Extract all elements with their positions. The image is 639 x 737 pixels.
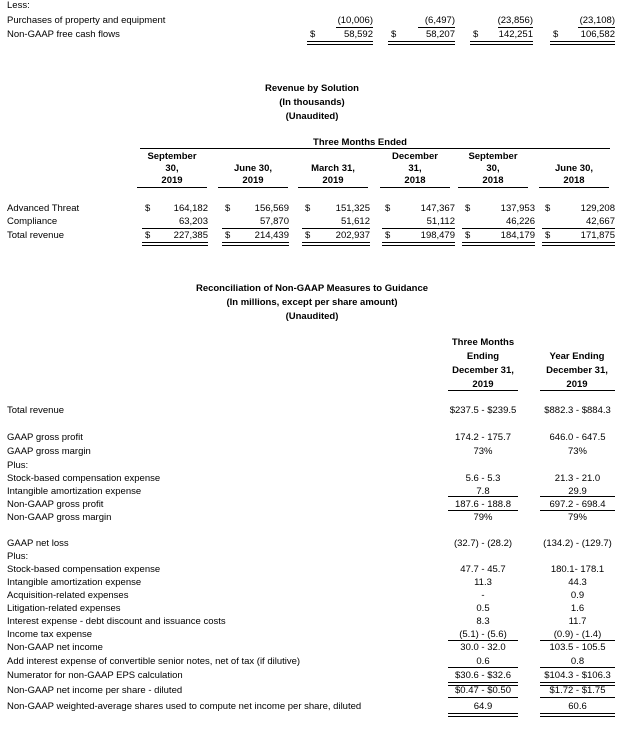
- revenue-value: 151,325: [335, 203, 370, 214]
- fcf-value: 58,207: [425, 29, 455, 40]
- guidance-value-year: 60.6: [568, 701, 587, 712]
- guidance-row-label: Add interest expense of convertible senior notes, net of tax (if dilutive): [7, 656, 301, 667]
- fcf-underline: [578, 27, 615, 28]
- total-underline: [302, 242, 370, 246]
- guidance-row-label: Non-GAAP net income: [7, 642, 103, 653]
- period-header-rule: [140, 148, 610, 149]
- revenue-subtitle: (In thousands): [279, 97, 345, 108]
- total-underline: [382, 242, 455, 246]
- revenue-value: 156,569: [254, 203, 289, 214]
- revenue-value: 51,612: [340, 216, 370, 227]
- guidance-row-label: GAAP gross profit: [7, 432, 83, 443]
- guidance-underline: [540, 510, 615, 511]
- dollar-sign: $: [225, 230, 231, 241]
- guidance-row-label: Plus:: [7, 551, 29, 562]
- guidance-underline: [540, 640, 615, 641]
- period-header: Three Months Ended: [313, 137, 407, 148]
- fcf-value: (23,108): [579, 15, 615, 26]
- revenue-value: 137,953: [500, 203, 535, 214]
- guidance-value-year: 697.2 - 698.4: [549, 499, 606, 510]
- guidance-value-year: 44.3: [568, 577, 587, 588]
- subtotal-underline: [462, 228, 535, 229]
- revenue-value: 51,112: [426, 216, 455, 227]
- guidance-col1-header: 2019: [472, 379, 494, 390]
- guidance-value-quarter: $237.5 - $239.5: [449, 405, 517, 416]
- guidance-col1-header: Ending: [466, 351, 500, 362]
- guidance-row-label: Non-GAAP net income per share - diluted: [7, 685, 183, 696]
- guidance-col2-header: Year Ending: [549, 351, 605, 362]
- guidance-row-label: Non-GAAP gross profit: [7, 499, 104, 510]
- guidance-value-quarter: 47.7 - 45.7: [460, 564, 506, 575]
- column-header: 2019: [322, 175, 344, 186]
- revenue-value: 46,226: [505, 216, 535, 227]
- revenue-value: 202,937: [335, 230, 370, 241]
- guidance-underline: [540, 713, 615, 717]
- guidance-col2-header: December 31,: [546, 365, 608, 376]
- subtotal-underline: [142, 228, 208, 229]
- guidance-row-label: Numerator for non-GAAP EPS calculation: [7, 670, 183, 681]
- guidance-value-quarter: 30.0 - 32.0: [460, 642, 506, 653]
- guidance-header-underline: [540, 390, 615, 391]
- revenue-value: 227,385: [173, 230, 208, 241]
- guidance-value-year: 11.7: [568, 616, 587, 627]
- dollar-sign: $: [545, 230, 551, 241]
- guidance-value-quarter: 79%: [473, 512, 493, 523]
- fcf-row-label: Purchases of property and equipment: [7, 15, 166, 26]
- dollar-sign: $: [145, 230, 151, 241]
- dollar-sign: $: [553, 29, 559, 40]
- guidance-row-label: Non-GAAP gross margin: [7, 512, 112, 523]
- guidance-value-quarter: (32.7) - (28.2): [453, 538, 513, 549]
- guidance-value-year: 0.9: [570, 590, 585, 601]
- guidance-underline: [540, 667, 615, 668]
- guidance-row-label: GAAP net loss: [7, 538, 69, 549]
- fcf-total-underline: [550, 41, 615, 45]
- guidance-value-quarter: 187.6 - 188.8: [455, 499, 511, 510]
- column-header: 2019: [242, 175, 264, 186]
- revenue-value: 198,479: [420, 230, 455, 241]
- guidance-value-year: 103.5 - 105.5: [549, 642, 606, 653]
- guidance-value-year: 180.1- 178.1: [550, 564, 605, 575]
- guidance-row-label: Interest expense - debt discount and issuance costs: [7, 616, 226, 627]
- column-header: June 30,: [233, 163, 273, 174]
- fcf-total-underline: [470, 41, 533, 45]
- less-label: Less:: [7, 0, 30, 11]
- guidance-value-quarter: $0.47 - $0.50: [455, 685, 511, 696]
- column-header-underline: [298, 187, 368, 188]
- guidance-value-year: $104.3 - $106.3: [544, 670, 611, 681]
- column-header: 2018: [563, 175, 585, 186]
- dollar-sign: $: [385, 230, 391, 241]
- fcf-value: (10,006): [337, 15, 373, 26]
- revenue-value: 214,439: [254, 230, 289, 241]
- subtotal-underline: [542, 228, 615, 229]
- subtotal-underline: [222, 228, 289, 229]
- guidance-value-quarter: 73%: [473, 446, 493, 457]
- column-header: 31,: [408, 163, 422, 174]
- fcf-underline: [418, 27, 455, 28]
- revenue-row-label: Advanced Threat: [7, 203, 80, 214]
- guidance-underline: [448, 682, 518, 686]
- guidance-value-quarter: 5.6 - 5.3: [465, 473, 501, 484]
- dollar-sign: $: [473, 29, 479, 40]
- guidance-col1-header: Three Months: [451, 337, 515, 348]
- guidance-value-quarter: 8.3: [476, 616, 490, 627]
- guidance-value-year: 0.8: [570, 656, 585, 667]
- revenue-value: 63,203: [178, 216, 208, 227]
- guidance-value-year: $882.3 - $884.3: [544, 405, 611, 416]
- guidance-row-label: Litigation-related expenses: [7, 603, 121, 614]
- dollar-sign: $: [391, 29, 397, 40]
- guidance-row-label: Non-GAAP weighted-average shares used to compute net income per share, diluted: [7, 701, 362, 712]
- column-header: September: [147, 151, 197, 162]
- dollar-sign: $: [225, 203, 231, 214]
- guidance-value-year: $1.72 - $1.75: [549, 685, 606, 696]
- guidance-value-quarter: 0.6: [476, 656, 490, 667]
- dollar-sign: $: [305, 203, 311, 214]
- fcf-value: (6,497): [424, 15, 455, 26]
- revenue-row-label: Compliance: [7, 216, 58, 227]
- guidance-underline: [448, 510, 518, 511]
- guidance-title: Reconciliation of Non-GAAP Measures to Guidance: [195, 283, 429, 294]
- guidance-value-quarter: 174.2 - 175.7: [455, 432, 511, 443]
- guidance-row-label: Intangible amortization expense: [7, 486, 142, 497]
- guidance-row-label: Total revenue: [7, 405, 65, 416]
- revenue-value: 184,179: [500, 230, 535, 241]
- column-header: 30,: [165, 163, 179, 174]
- revenue-row-label: Total revenue: [7, 230, 65, 241]
- guidance-value-quarter: -: [481, 590, 485, 601]
- guidance-value-quarter: 7.8: [476, 486, 490, 497]
- dollar-sign: $: [305, 230, 311, 241]
- guidance-value-quarter: 0.5: [476, 603, 490, 614]
- total-underline: [222, 242, 289, 246]
- guidance-row-label: Acquisition-related expenses: [7, 590, 129, 601]
- column-header-underline: [539, 187, 609, 188]
- guidance-row-label: Income tax expense: [7, 629, 93, 640]
- guidance-value-year: (134.2) - (129.7): [543, 538, 612, 549]
- guidance-row-label: Intangible amortization expense: [7, 577, 142, 588]
- subtotal-underline: [382, 228, 455, 229]
- guidance-underline: [540, 682, 615, 686]
- revenue-note: (Unaudited): [285, 111, 339, 122]
- guidance-value-quarter: 64.9: [473, 701, 493, 712]
- fcf-underline: [498, 27, 533, 28]
- column-header: December: [392, 151, 438, 162]
- dollar-sign: $: [545, 203, 551, 214]
- fcf-value: 106,582: [580, 29, 615, 40]
- guidance-value-quarter: $30.6 - $32.6: [455, 670, 511, 681]
- column-header-underline: [380, 187, 450, 188]
- guidance-value-year: 1.6: [570, 603, 585, 614]
- guidance-underline: [448, 496, 518, 497]
- guidance-underline: [540, 697, 615, 698]
- revenue-value: 164,182: [173, 203, 208, 214]
- guidance-subtitle: (In millions, except per share amount): [226, 297, 398, 308]
- guidance-row-label: GAAP gross margin: [7, 446, 91, 457]
- guidance-value-year: 646.0 - 647.5: [549, 432, 606, 443]
- guidance-note: (Unaudited): [285, 311, 339, 322]
- revenue-value: 42,667: [585, 216, 615, 227]
- column-header-underline: [458, 187, 528, 188]
- guidance-row-label: Stock-based compensation expense: [7, 564, 161, 575]
- guidance-col1-header: December 31,: [452, 365, 514, 376]
- revenue-title: Revenue by Solution: [265, 83, 359, 94]
- subtotal-underline: [302, 228, 370, 229]
- fcf-value: 58,592: [343, 29, 373, 40]
- column-header: June 30,: [554, 163, 594, 174]
- guidance-row-label: Plus:: [7, 460, 29, 471]
- column-header: 2019: [161, 175, 183, 186]
- column-header: 2018: [404, 175, 426, 186]
- dollar-sign: $: [465, 230, 471, 241]
- guidance-value-year: 29.9: [568, 486, 587, 497]
- guidance-header-underline: [448, 390, 518, 391]
- fcf-value: 142,251: [498, 29, 533, 40]
- guidance-value-year: (0.9) - (1.4): [553, 629, 602, 640]
- guidance-value-quarter: (5.1) - (5.6): [459, 629, 507, 640]
- guidance-row-label: Stock-based compensation expense: [7, 473, 161, 484]
- total-underline: [462, 242, 535, 246]
- guidance-underline: [448, 667, 518, 668]
- column-header: September: [468, 151, 518, 162]
- fcf-value: (23,856): [497, 15, 533, 26]
- revenue-value: 171,875: [580, 230, 615, 241]
- guidance-underline: [448, 697, 518, 698]
- guidance-underline: [448, 713, 518, 717]
- fcf-total-underline: [388, 41, 455, 45]
- column-header-underline: [137, 187, 207, 188]
- fcf-row-label: Non-GAAP free cash flows: [7, 29, 120, 40]
- guidance-underline: [448, 640, 518, 641]
- total-underline: [542, 242, 615, 246]
- revenue-value: 129,208: [580, 203, 615, 214]
- revenue-value: 147,367: [420, 203, 455, 214]
- dollar-sign: $: [465, 203, 471, 214]
- dollar-sign: $: [385, 203, 391, 214]
- dollar-sign: $: [310, 29, 316, 40]
- fcf-underline: [336, 27, 373, 28]
- guidance-value-year: 79%: [567, 512, 587, 523]
- guidance-col2-header: 2019: [566, 379, 588, 390]
- guidance-value-year: 73%: [567, 446, 587, 457]
- total-underline: [142, 242, 208, 246]
- column-header-underline: [218, 187, 288, 188]
- column-header: March 31,: [311, 163, 355, 174]
- guidance-value-quarter: 11.3: [474, 577, 492, 588]
- column-header: 30,: [486, 163, 500, 174]
- column-header: 2018: [482, 175, 504, 186]
- guidance-value-year: 21.3 - 21.0: [554, 473, 601, 484]
- revenue-value: 57,870: [259, 216, 289, 227]
- fcf-total-underline: [307, 41, 373, 45]
- guidance-underline: [540, 496, 615, 497]
- dollar-sign: $: [145, 203, 151, 214]
